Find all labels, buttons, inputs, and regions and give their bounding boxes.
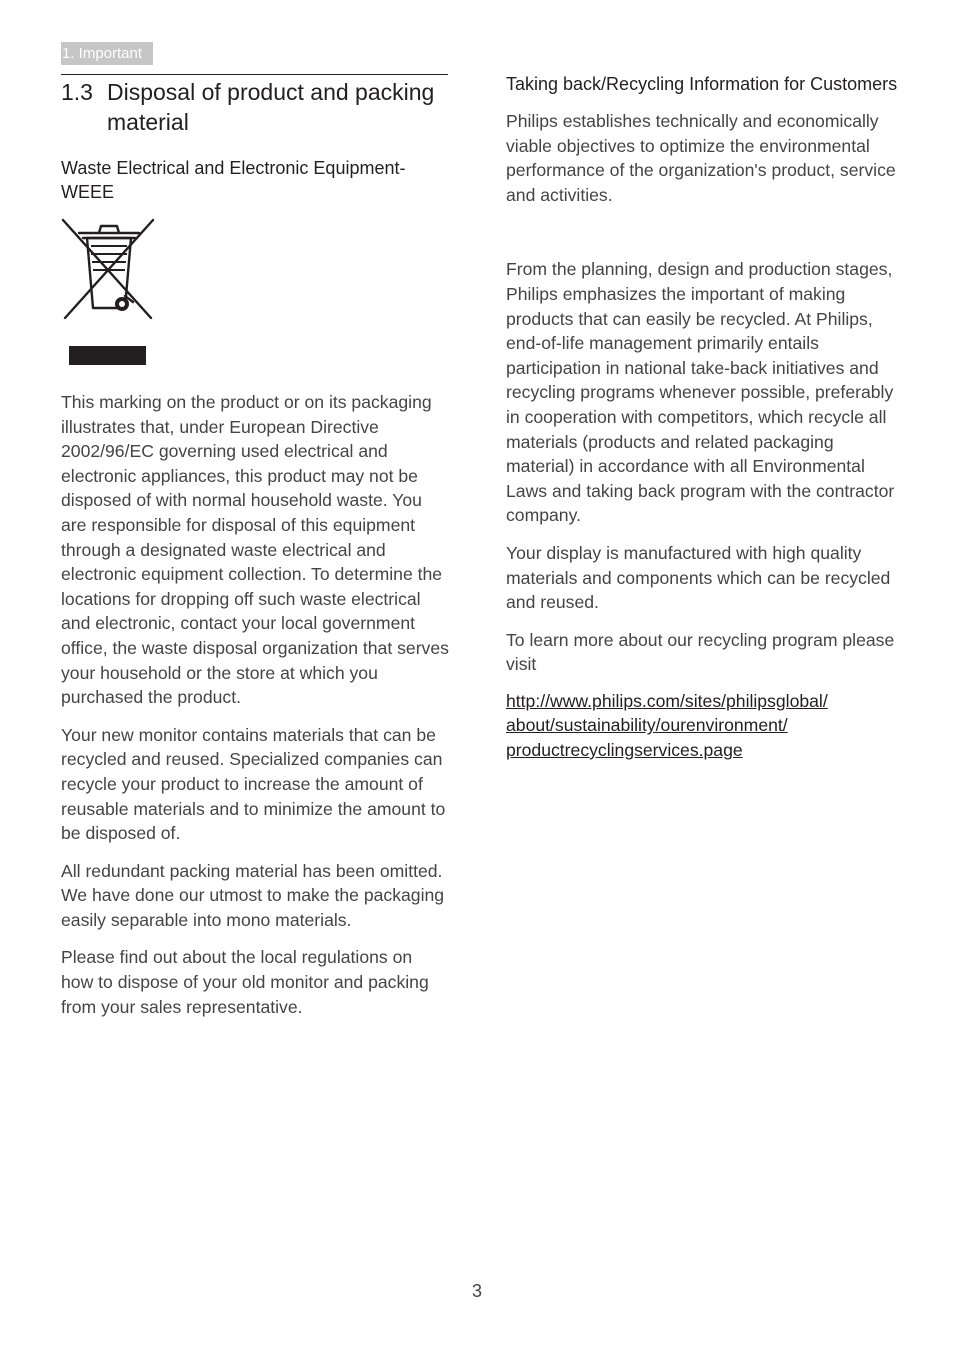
weee-symbol	[61, 218, 449, 370]
section-number: 1.3	[61, 79, 93, 105]
right-column	[506, 72, 898, 763]
recycling-link-part-2[interactable]: about/sustainability/ourenvironment/	[506, 715, 788, 736]
section-tag: 1. Important	[61, 42, 153, 65]
materials-paragraph: Your display is manufactured with high quality materials and components which can be recycled and reused.	[506, 542, 891, 613]
section-title: Disposal of product and packing material	[107, 79, 435, 135]
take-back-heading: Taking back/Recycling Information for Customers	[506, 74, 898, 94]
page-number: 3	[471, 1281, 482, 1301]
recycling-link-part-3[interactable]: productrecyclingservices.page	[506, 740, 743, 761]
regulations-paragraph: Please find out about the local regulations on how to dispose of your old monitor and packing from your sales representative.	[61, 947, 429, 1017]
planning-paragraph: From the planning, design and production stages, Philips emphasizes the important of making products that can easily be recycled. At Philips, end-of-life management primarily entails participation in national take-back initiatives and recycling programs whenever possible, preferably in cooperation with competitors, which recycle all materials (products and related packaging material) in accordance with all Environmental Laws and taking back program with the contractor company.	[506, 259, 895, 526]
section-heading	[61, 77, 449, 137]
objectives-paragraph: Philips establishes technically and economically viable objectives to optimize the environmental performance of the organization's product, service and activities.	[506, 111, 896, 205]
learn-more-paragraph: To learn more about our recycling program please visit	[506, 629, 895, 675]
heading-rule	[61, 74, 448, 75]
weee-heading: Waste Electrical and Electronic Equipment-WEEE	[61, 158, 406, 202]
weee-paragraph: This marking on the product or on its packaging illustrates that, under European Directive 2002/96/EC governing used electrical and electronic appliances, this product may not be disposed of with normal household waste. You are responsible for disposal of this equipment through a designated waste electrical and electronic equipment collection. To determine the locations for dropping off such waste electrical and electronic, contact your local government office, the waste disposal organization that serves your household or the store at which you purchased the product.	[61, 392, 449, 708]
left-column	[61, 74, 449, 1019]
crossed-out-wheelie-bin-icon	[61, 218, 157, 324]
packing-paragraph: All redundant packing material has been omitted. We have done our utmost to make the packaging easily separable into mono materials.	[61, 860, 445, 930]
recycling-link[interactable]	[506, 689, 898, 763]
weee-underline-bar	[69, 346, 146, 365]
recycling-link-part-1[interactable]: http://www.philips.com/sites/philipsglobal/	[506, 690, 828, 711]
recycling-paragraph: Your new monitor contains materials that can be recycled and reused. Specialized companies can recycle your product to increase the amount of reusable materials and to minimize the amount to be disposed of.	[61, 724, 446, 844]
